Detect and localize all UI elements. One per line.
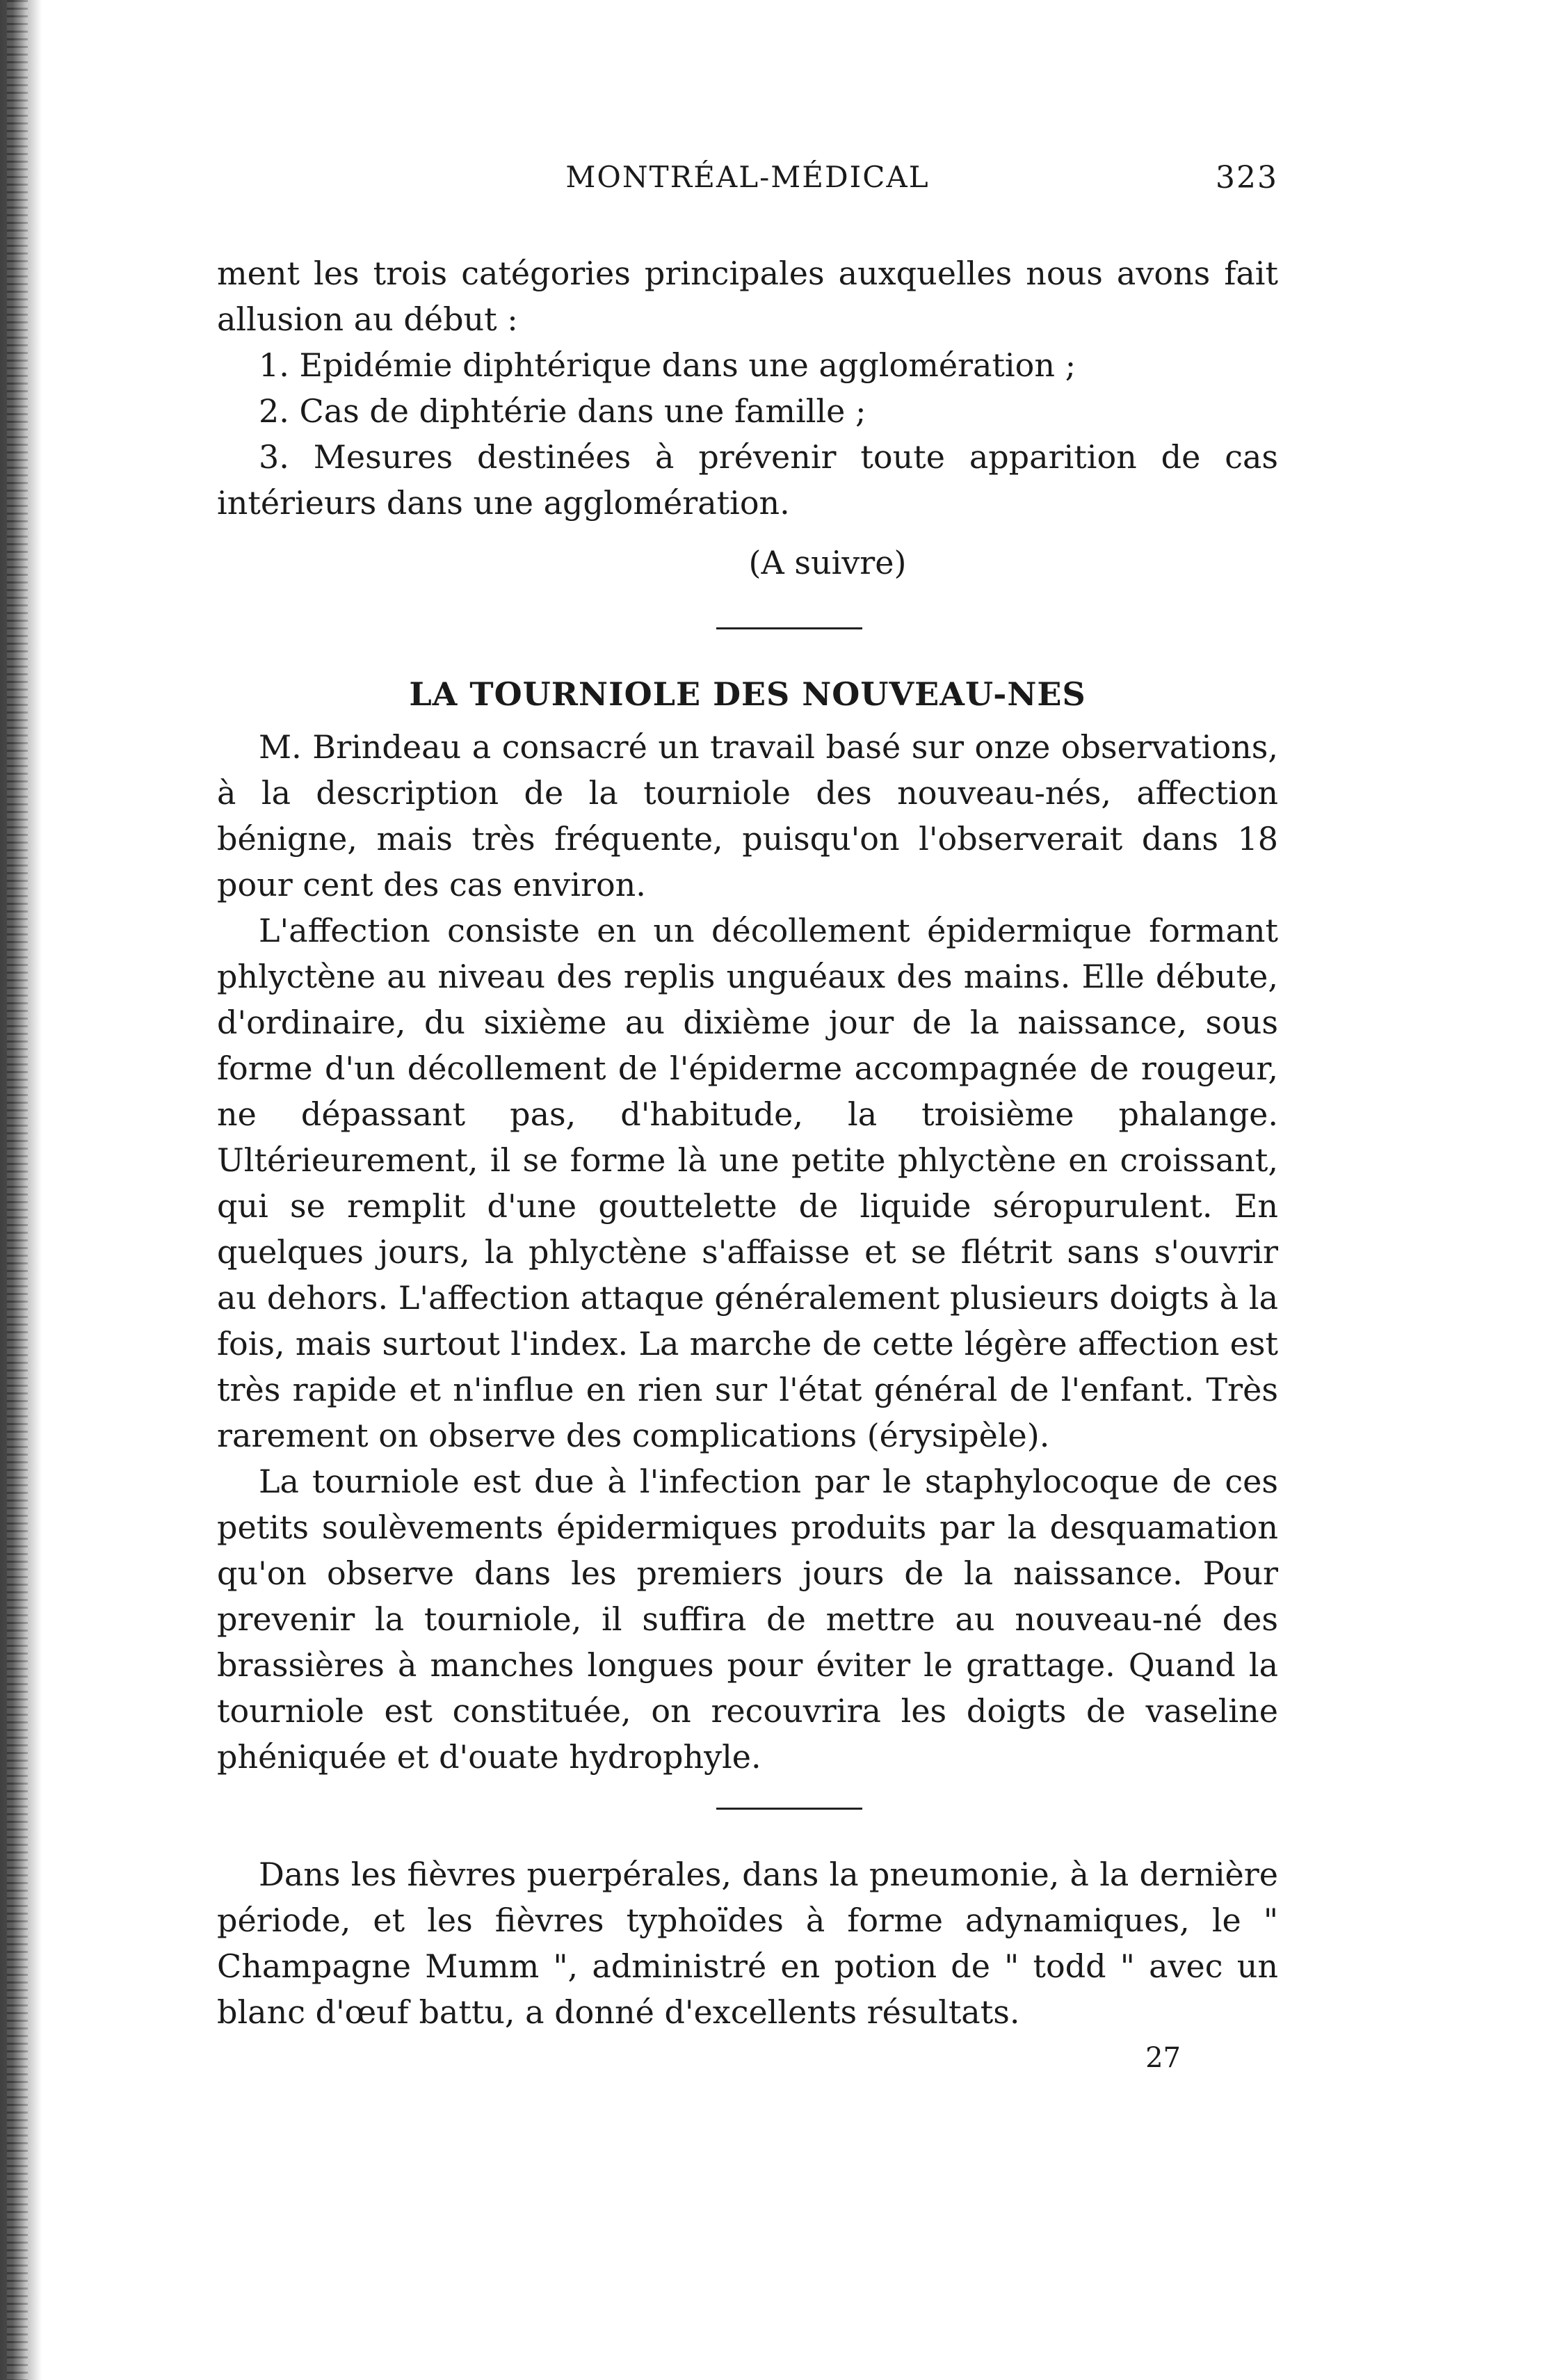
article-heading: LA TOURNIOLE DES NOUVEAU-NES [409,675,1086,713]
article-paragraph: La tourniole est due à l'infection par le staphylocoque de ces petits soulèvements épidermiques produits par la desquamation qu'on observe dans les premiers jours de la naissance. Pour prevenir la tourniole, il suffira de mettre au nouveau-né des brassières à manches longues pour éviter le grattage. Quand la tourniole est constituée, on recouvrira les doigts de vaseline phéniquée et d'ouate hydrophyle. [217,1463,1278,1776]
signature-mark: 27 [1145,2042,1181,2074]
book-page [217,160,1278,2074]
list-item: 2. Cas de diphtérie dans une famille ; [259,392,866,430]
list-item: 1. Epidémie diphtérique dans une agglomération ; [259,346,1076,384]
journal-title: MONTRÉAL-MÉDICAL [565,160,930,194]
note-paragraph: Dans les fièvres puerpérales, dans la pneumonie, à la dernière période, et les fièvres typhoïdes à forme adynamiques, le " Champagne Mumm ", administré en potion de " todd " avec un blanc d'œuf battu, a donné d'excellents résultats. [217,1856,1278,2031]
intro-paragraph: ment les trois catégories principales auxquelles nous avons fait allusion au début : [217,255,1278,338]
article-paragraph: L'affection consiste en un décollement épidermique formant phlyctène au niveau des replis unguéaux des mains. Elle débute, d'ordinaire, du sixième au dixième jour de la naissance, sous forme d'un décollement de l'épiderme accompagnée de rougeur, ne dépassant pas, d'habitude, la troisième phalange. Ultérieurement, il se forme là une petite phlyctène en croissant, qui se remplit d'une gouttelette de liquide séropurulent. En quelques jours, la phlyctène s'affaisse et se flétrit sans s'ouvrir au dehors. L'affection attaque généralement plusieurs doigts à la fois, mais surtout l'index. La marche de cette légère affection est très rapide et n'influe en rien sur l'état général de l'enfant. Très rarement on observe des complications (érysipèle). [217,912,1278,1454]
section-divider [716,1808,862,1810]
section-divider [716,627,862,629]
scan-binding-noise [7,0,28,2380]
page-number: 323 [1216,160,1278,195]
list-item: 3. Mesures destinées à prévenir toute apparition de cas intérieurs dans une agglomération. [217,438,1278,522]
to-be-continued: (A suivre) [748,544,907,581]
running-header [217,160,1278,202]
article-paragraph: M. Brindeau a consacré un travail basé sur onze observations, à la description de la tourniole des nouveau-nés, affection bénigne, mais très fréquente, puisqu'on l'observerait dans 18 pour cent des cas environ. [217,728,1278,903]
